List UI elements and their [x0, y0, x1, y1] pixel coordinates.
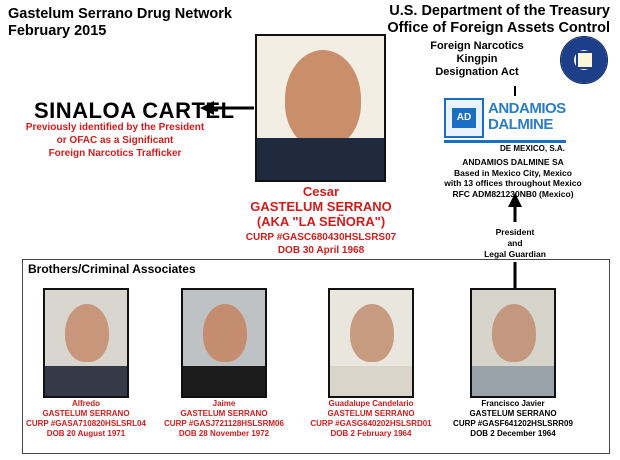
associate-photo-4 [470, 288, 556, 398]
title-line-1: Gastelum Serrano Drug Network [8, 6, 232, 22]
logo-bar [444, 140, 566, 143]
associate-dob: DOB 20 August 1971 [46, 429, 126, 438]
cartel-note-line-3: Foreign Narcotics Trafficker [48, 148, 182, 159]
relation-line-1: President [495, 227, 535, 237]
act-line-1: Foreign Narcotics Kingpin [430, 40, 524, 65]
associate-last-name: GASTELUM SERRANO [42, 409, 130, 418]
relation-label [470, 227, 560, 260]
associate-label-4 [443, 399, 583, 439]
associate-last-name: GASTELUM SERRANO [180, 409, 268, 418]
cartel-note [20, 121, 210, 160]
associate-dob: DOB 2 February 1964 [330, 429, 412, 438]
cartel-note-line-2: or OFAC as a Significant [56, 135, 174, 146]
associate-photo-1 [43, 288, 129, 398]
associate-dob: DOB 2 December 1964 [470, 429, 556, 438]
main-subject-photo [255, 34, 386, 182]
company-line-2: Based in Mexico City, Mexico [454, 167, 572, 178]
associate-photo-3 [328, 288, 414, 398]
associate-label-1 [16, 399, 156, 439]
associates-title: Brothers/Criminal Associates [28, 262, 196, 276]
logo-word-1: ANDAMIOS [488, 100, 566, 117]
agency-line-2: Office of Foreign Assets Control [387, 20, 610, 36]
main-first-name: Cesar [302, 184, 340, 199]
associate-first-name: Guadalupe Candelario [328, 399, 414, 408]
company-details [420, 157, 606, 199]
company-line-4: RFC ADM821230NB0 (Mexico) [452, 188, 574, 199]
associate-label-3 [301, 399, 441, 439]
relation-line-3: Legal Guardian [484, 249, 546, 259]
associate-label-2 [154, 399, 294, 439]
associate-first-name: Francisco Javier [481, 399, 545, 408]
logo-sub: DE MEXICO, S.A. [500, 144, 565, 153]
associate-curp: CURP #GASJ721128HSLSRM06 [164, 419, 284, 428]
company-line-1: ANDAMIOS DALMINE SA [462, 157, 564, 167]
company-line-3: with 13 offices throughout Mexico [444, 178, 582, 188]
shirt [257, 138, 384, 180]
associate-photo-2 [181, 288, 267, 398]
company-logo-mark-icon [444, 98, 484, 138]
relation-line-2: and [507, 238, 523, 248]
associate-curp: CURP #GASG640202HSLSRD01 [310, 419, 432, 428]
associate-last-name: GASTELUM SERRANO [327, 409, 415, 418]
associate-first-name: Alfredo [72, 399, 100, 408]
associate-curp: CURP #GASF641202HSLSRR09 [453, 419, 573, 428]
logo-word-2: DALMINE [488, 116, 553, 133]
agency-line-1: U.S. Department of the Treasury [389, 3, 610, 19]
act-line-2: Designation Act [435, 66, 519, 78]
main-curp: CURP #GASC680430HSLSRS07 [245, 232, 397, 243]
face [285, 50, 361, 148]
main-last-name: GASTELUM SERRANO [250, 199, 392, 214]
associate-last-name: GASTELUM SERRANO [469, 409, 557, 418]
main-dob: DOB 30 April 1968 [277, 245, 365, 256]
associate-dob: DOB 28 November 1972 [178, 429, 270, 438]
title-line-2: February 2015 [8, 23, 107, 39]
main-subject-label [214, 184, 428, 257]
associate-first-name: Jaime [212, 399, 236, 408]
company-logo [444, 98, 566, 154]
logo-mark-text: AD [452, 108, 476, 128]
main-aka: (AKA "LA SEÑORA") [256, 214, 386, 229]
associate-curp: CURP #GASA710820HSLSRL04 [26, 419, 146, 428]
cartel-name: SINALOA CARTEL [34, 98, 235, 123]
cartel-note-line-1: Previously identified by the President [25, 122, 205, 133]
